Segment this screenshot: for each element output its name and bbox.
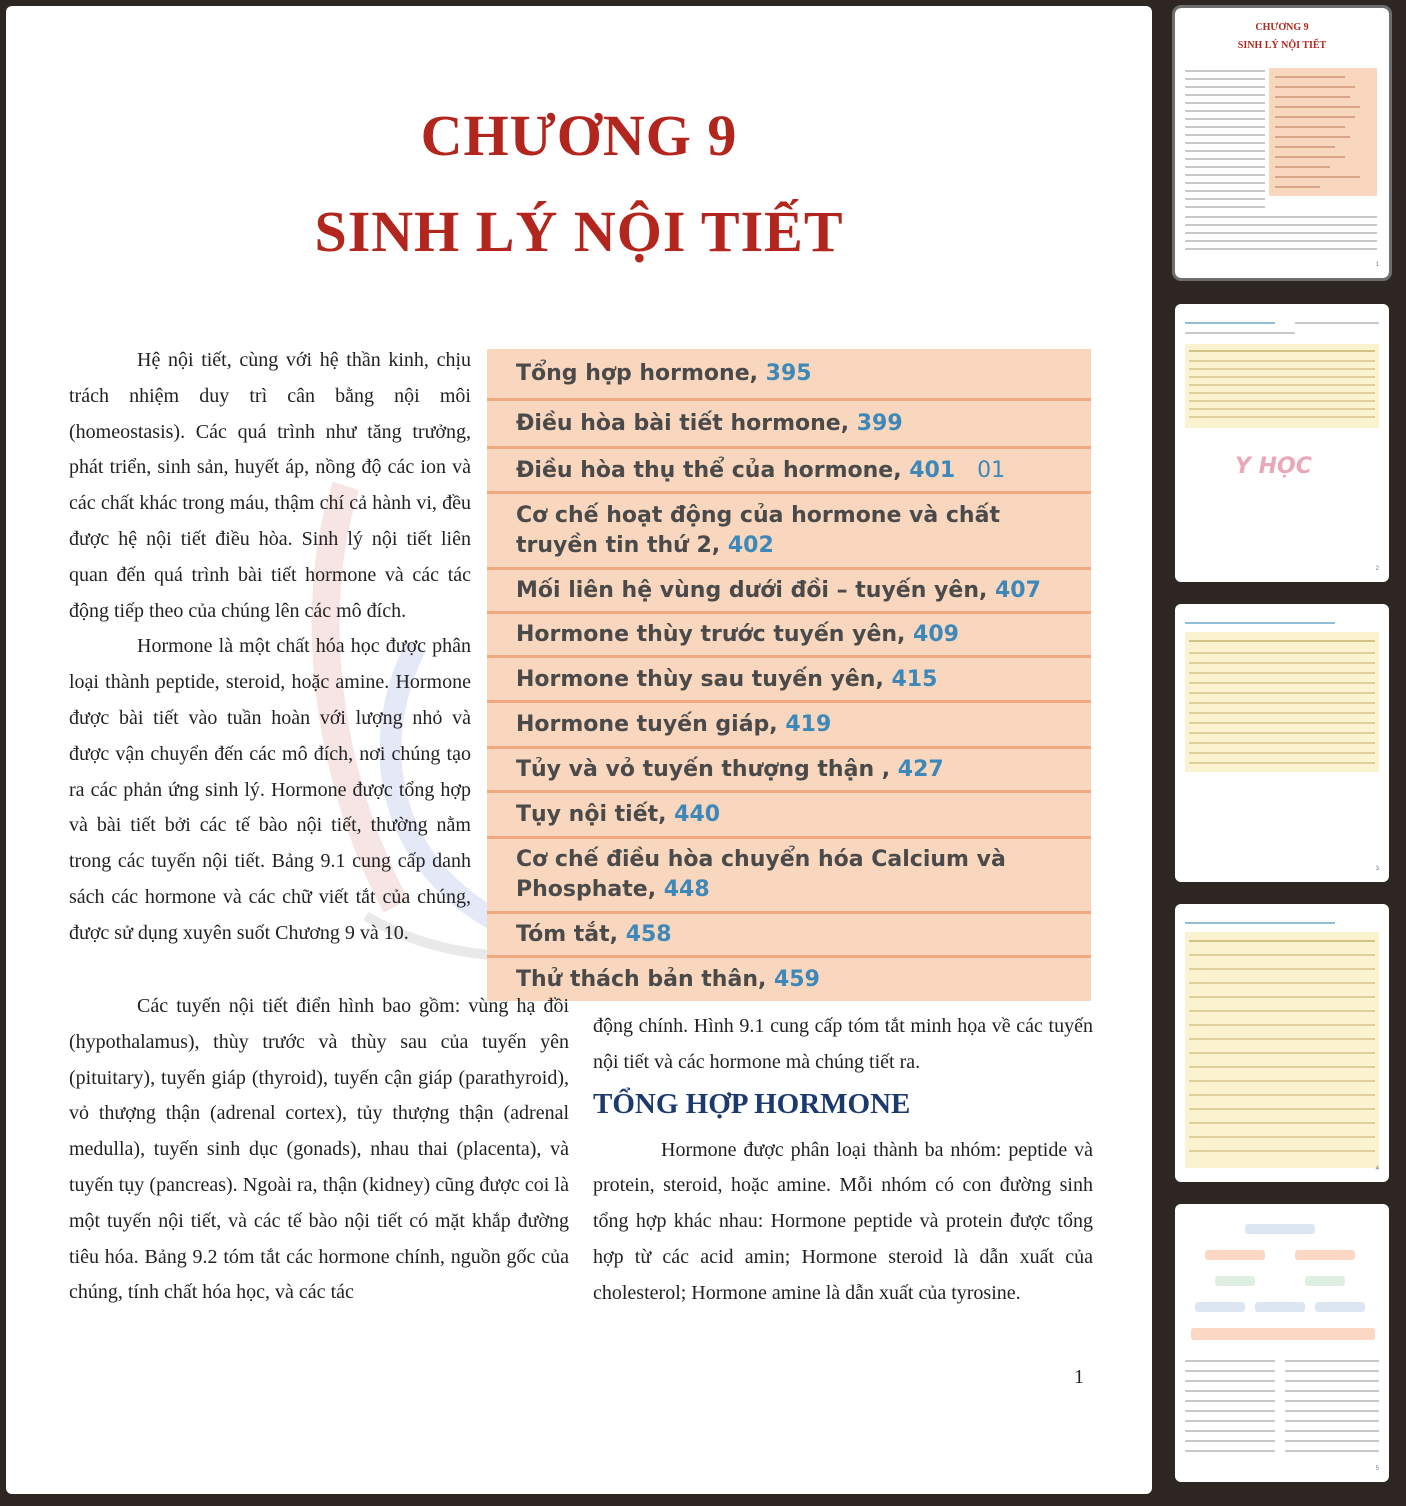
toc-item[interactable] <box>487 955 1091 1001</box>
thumbnail-page-number: 2 <box>1375 566 1379 572</box>
page-number: 1 <box>1074 1366 1084 1388</box>
toc-item-label: Điều hòa thụ thể của hormone, <box>516 457 910 483</box>
toc-item-label: Hormone tuyến giáp, <box>516 712 786 737</box>
toc-item-label: Cơ chế hoạt động của hormone và chất truyền tin thứ 2, <box>516 502 1000 558</box>
toc-item[interactable] <box>487 398 1091 446</box>
toc-item-page: 440 <box>674 802 721 827</box>
glands-text <box>69 989 569 1311</box>
chapter-toc <box>487 349 1091 1001</box>
page-thumbnail-2[interactable] <box>1175 304 1389 582</box>
section-paragraph: Hormone được phân loại thành ba nhóm: peptide và protein, steroid, hoặc amine. Mỗi nhóm có con đường sinh tổng hợp khác nhau: Hormone peptide và protein được tổng hợp từ các acid amin; Hormone steroid là dẫn xuất của cholesterol; Hormone amine là dẫn xuất của tyrosine. <box>593 1138 1093 1304</box>
toc-item-page: 402 <box>727 532 774 558</box>
toc-item[interactable] <box>487 911 1091 955</box>
thumbnail-page-number: 5 <box>1375 1466 1379 1472</box>
intro-paragraph-1: Hệ nội tiết, cùng với hệ thần kinh, chịu trách nhiệm duy trì cân bằng nội môi (homeostasis). Các quá trình như tăng trưởng, phát triển, sinh sản, huyết áp, nồng độ các ion và các chất khác trong máu, thậm chí cả hành vi, đều được hệ nội tiết điều hòa. Sinh lý nội tiết liên quan đến quá trình bài tiết hormone và các tác động tiếp theo của chúng lên các mô đích. <box>69 349 471 622</box>
thumbnail-page-number: 4 <box>1375 1166 1379 1172</box>
thumbnail-page-number: 3 <box>1375 866 1379 872</box>
toc-item[interactable] <box>487 790 1091 836</box>
toc-item-label: Tổng hợp hormone, <box>516 361 766 386</box>
toc-item-page: 399 <box>856 411 903 436</box>
toc-item-label: Mối liên hệ vùng dưới đồi – tuyến yên, <box>516 578 995 603</box>
toc-item-stray-text: 01 <box>977 457 1006 483</box>
toc-item[interactable] <box>487 611 1091 655</box>
toc-item-label: Tóm tắt, <box>516 922 626 947</box>
toc-item-page: 458 <box>625 922 672 947</box>
toc-item-label: Hormone thùy trước tuyến yên, <box>516 622 914 647</box>
toc-item-page: 409 <box>913 622 959 647</box>
intro-paragraph-3-continued: động chính. Hình 9.1 cung cấp tóm tắt minh họa về các tuyến nội tiết và các hormone mà chúng tiết ra. <box>593 1015 1093 1073</box>
thumbnail-watermark-text: Y HỌC <box>1235 454 1312 479</box>
toc-item[interactable] <box>487 836 1091 911</box>
page-thumbnail-4[interactable] <box>1175 904 1389 1182</box>
toc-item[interactable] <box>487 746 1091 790</box>
toc-item-page: 407 <box>995 578 1041 603</box>
page-thumbnail-1[interactable] <box>1175 8 1389 278</box>
toc-item-label: Thử thách bản thân, <box>516 967 774 992</box>
toc-item-page: 427 <box>897 757 944 782</box>
toc-item-label: Tụy nội tiết, <box>516 802 675 827</box>
thumbnail-chapter-name: SINH LÝ NỘI TIẾT <box>1237 40 1327 51</box>
toc-item-label: Cơ chế điều hòa chuyển hóa Calcium và Phosphate, <box>516 847 1006 902</box>
toc-item-page: 459 <box>774 967 820 992</box>
toc-item-page: 395 <box>765 361 812 386</box>
page-thumbnail-5[interactable] <box>1175 1204 1389 1482</box>
intro-paragraph-3: Các tuyến nội tiết điển hình bao gồm: vùng hạ đồi (hypothalamus), thùy trước và thùy sau của tuyến yên (pituitary), tuyến giáp (thyroid), tuyến cận giáp (parathyroid), vỏ thượng thận (adrenal cortex), tủy thượng thận (adrenal medulla), tuyến sinh dục (gonads), nhau thai (placenta), và tuyến tụy (pancreas). Ngoài ra, thận (kidney) cũng được coi là một tuyến nội tiết, và các tế bào nội tiết có mặt khắp đường tiêu hóa. Bảng 9.2 tóm tắt các hormone chính, nguồn gốc của chúng, tính chất hóa học, và các tác <box>69 995 569 1304</box>
toc-item-page: 401 <box>909 457 956 483</box>
intro-paragraph-2: Hormone là một chất hóa học được phân loại thành peptide, steroid, hoặc amine. Hormone được bài tiết vào tuần hoàn với lượng nhỏ và được vận chuyển đến các mô đích, nơi chúng tạo ra các phản ứng sinh lý. Hormone được tổng hợp và bài tiết bởi các tế bào nội tiết, thường nằm trong các tuyến nội tiết. Bảng 9.1 cung cấp danh sách các hormone và các chữ viết tắt của chúng, được sử dụng xuyên suốt Chương 9 và 10. <box>69 635 471 944</box>
toc-item-page: 415 <box>891 666 938 692</box>
toc-item[interactable] <box>487 446 1091 491</box>
toc-item-label: Tủy và vỏ tuyến thượng thận , <box>516 757 898 782</box>
toc-item[interactable] <box>487 655 1091 700</box>
section-heading: TỔNG HỢP HORMONE <box>593 1087 911 1120</box>
right-column-text <box>593 1009 1093 1312</box>
toc-item[interactable] <box>487 349 1091 398</box>
intro-text <box>69 343 471 952</box>
toc-item[interactable] <box>487 700 1091 746</box>
toc-item-label: Điều hòa bài tiết hormone, <box>516 411 857 436</box>
toc-item-page: 419 <box>785 712 832 737</box>
document-page <box>6 6 1152 1494</box>
toc-item-label: Hormone thùy sau tuyến yên, <box>516 666 892 692</box>
chapter-number-title: CHƯƠNG 9 <box>420 103 738 168</box>
toc-item-page: 448 <box>663 877 710 902</box>
toc-item[interactable] <box>487 491 1091 567</box>
thumbnail-page-number: 1 <box>1375 262 1379 268</box>
thumbnail-chapter-number: CHƯƠNG 9 <box>1255 22 1309 33</box>
chapter-name-title: SINH LÝ NỘI TIẾT <box>314 199 844 264</box>
page-thumbnail-3[interactable] <box>1175 604 1389 882</box>
toc-item[interactable] <box>487 567 1091 611</box>
